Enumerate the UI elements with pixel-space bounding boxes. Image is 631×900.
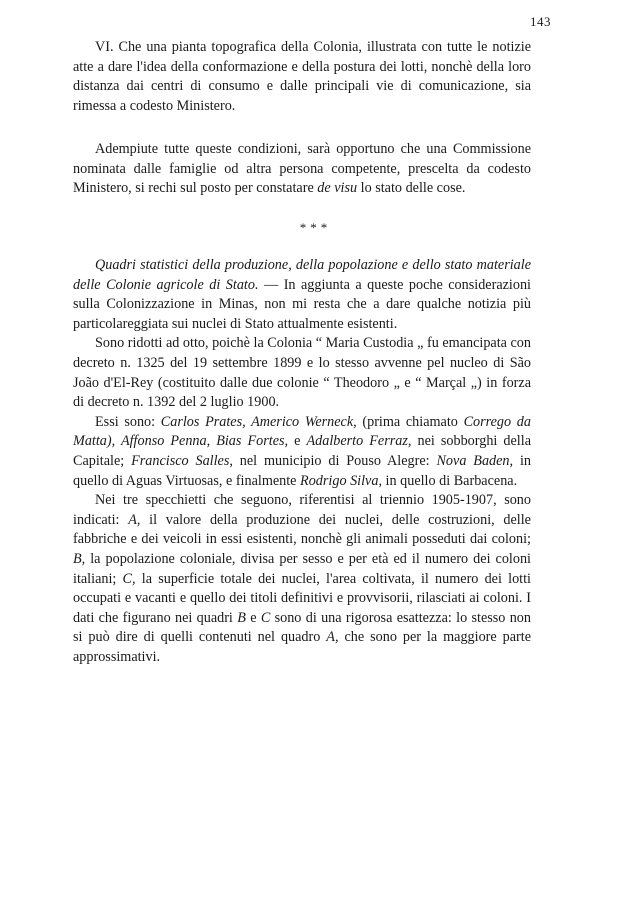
colony-name: Carlos Prates, Americo Werneck,: [160, 413, 357, 430]
colonies-text: in quello di Barbacena.: [382, 472, 518, 489]
section-intro-text: — In aggiunta a queste poche considerazioni sulla Colonizzazione in Minas, non mi resta che a dare qualche notizia più particolareggiata sui nuclei di Stato attualmente esistenti.: [73, 276, 531, 332]
colonies-list-paragraph: [73, 413, 531, 491]
tables-text: sono di una rigorosa esattezza: lo stesso non si può dire di quelli contenuti nel quadro: [73, 609, 531, 646]
section-separator: ***: [299, 220, 332, 235]
section-vi-lead: VI.: [95, 39, 114, 55]
table-ref: A,: [128, 511, 141, 528]
table-ref: B,: [73, 550, 86, 567]
colonies-text: Essi sono:: [95, 413, 161, 430]
colonies-text: nei sobborghi della Capitale;: [73, 433, 531, 469]
tables-text: la superficie totale dei nuclei, l'area coltivata, il numero dei lotti occupati e vacanti e quello dei titoli definitivi e provvisorii, rilasciati ai coloni. I dati che figurano nei quadri: [73, 570, 531, 626]
table-ref: A,: [326, 629, 339, 646]
colony-name: Rodrigo Silva,: [300, 472, 382, 489]
colonies-text: nel municipio di Pouso Alegre:: [232, 452, 437, 469]
tables-paragraph: [73, 491, 531, 667]
section-title-paragraph: [73, 256, 531, 334]
colonies-text: in quello di Aguas Virtuosas, e finalmente: [73, 452, 531, 489]
colonies-text: (prima chiamato: [356, 413, 464, 430]
section-title: Quadri statistici della produzione, della popolazione e dello stato materiale delle Colonie agricole di Stato.: [73, 257, 531, 293]
conditions-italic: de visu: [317, 180, 358, 197]
tables-text: il valore della produzione dei nuclei, delle costruzioni, delle fabbriche e dei veicoli in essi esistenti, nonchè gli animali posseduti dai coloni;: [73, 511, 531, 548]
colony-name: Francisco Salles,: [131, 452, 233, 469]
colony-name: Nova Baden,: [436, 452, 514, 469]
tables-text: Nei tre specchietti che seguono, riferentisi al triennio 1905-1907, sono indicati:: [73, 492, 531, 528]
table-ref: C,: [122, 570, 136, 587]
section-vi-paragraph: [73, 38, 531, 116]
colony-name: Adalberto Ferraz,: [306, 433, 412, 450]
conditions-text-2: lo stato delle cose.: [357, 180, 466, 197]
conditions-text-1: Adempiute tutte queste condizioni, sarà opportuno che una Commissione nominata dalle famiglie od altra persona competente, prescelta da codesto Ministero, si rechi sul posto per constatare: [73, 141, 531, 197]
conditions-paragraph: [73, 140, 531, 199]
tables-text: la popolazione coloniale, divisa per sesso e per età ed il numero dei coloni italiani;: [73, 550, 531, 587]
colonies-text: e: [288, 433, 307, 450]
page-number: 143: [530, 14, 551, 29]
tables-text: e: [245, 609, 261, 626]
tables-text: che sono per la maggiore parte approssimativi.: [73, 629, 532, 665]
table-ref: B: [237, 609, 246, 626]
table-ref: C: [260, 609, 271, 626]
colony-name: Corrego da Matta), Affonso Penna, Bias Fortes,: [73, 413, 531, 450]
reduced-paragraph: Sono ridotti ad otto, poichè la Colonia “ Maria Custodia „ fu emancipata con decreto n. 1325 del 19 settembre 1899 e lo stesso avvenne pel nucleo di São João d'El-Rey (costituito dalle due colonie “ Theodoro „ e “ Marçal „) in forza di decreto n. 1392 del 2 luglio 1900.: [73, 335, 531, 411]
section-vi: [73, 38, 531, 116]
section-vi-text: Che una pianta topografica della Colonia, illustrata con tutte le notizie atte a dare l'idea della conformazione e della postura dei lotti, nonchè della loro distanza dai centri di consumo e dalle principali vie di comunicazione, sia rimessa a codesto Ministero.: [73, 39, 531, 114]
statistics-section: [73, 256, 531, 667]
